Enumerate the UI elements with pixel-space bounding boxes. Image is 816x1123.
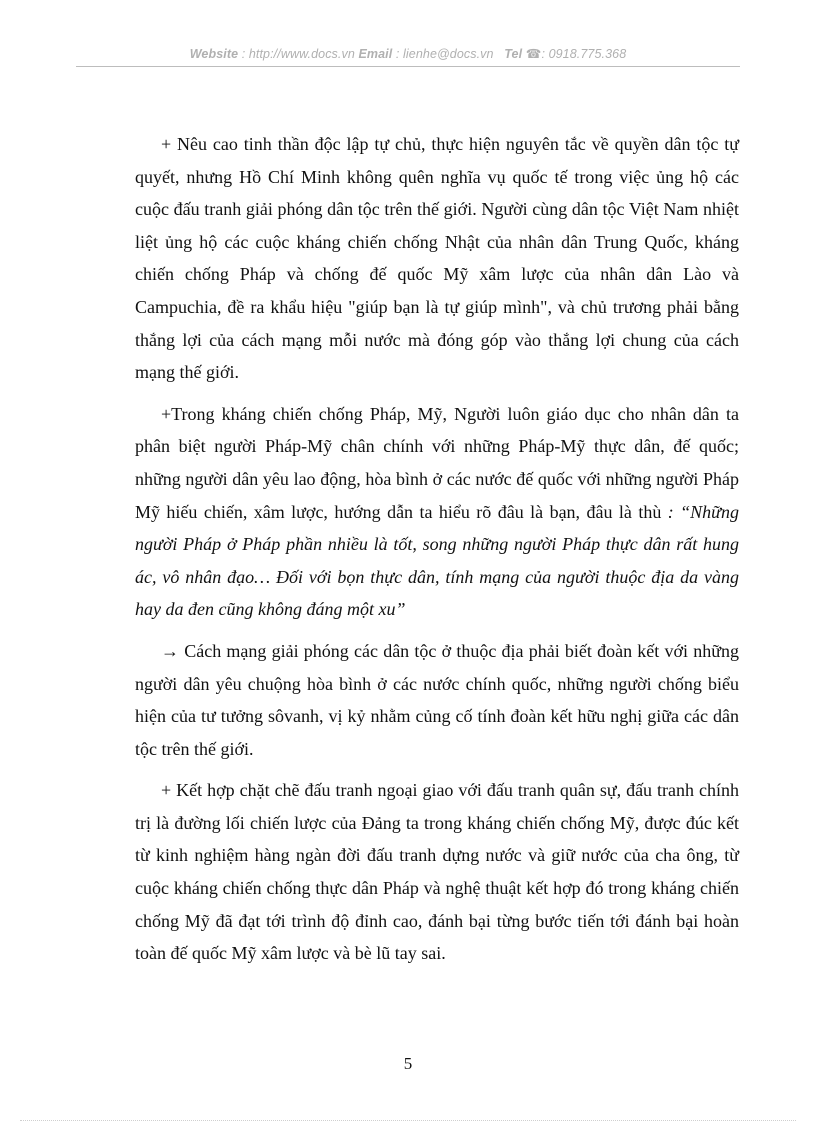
email-label: Email [358,47,393,61]
footer-divider [20,1120,796,1121]
paragraph-conclusion: → Cách mạng giải phóng các dân tộc ở thuộc địa phải biết đoàn kết với những người dân yêu chuộng hòa bình ở các nước chính quốc, những người chống biểu hiện của tư tưởng sôvanh, vị kỷ nhằm củng cố tính đoàn kết hữu nghị giữa các dân tộc trên thế giới. [135,640,739,759]
website-url[interactable]: http://www.docs.vn [248,47,355,61]
tel-number: : 0918.775.368 [541,47,627,61]
telephone-icon: ☎ [525,47,542,61]
website-label: Website [189,47,239,61]
email-separator: : [392,47,404,61]
email-address[interactable]: lienhe@docs.vn [403,47,494,61]
page-number: 5 [403,1054,413,1073]
quotation: : “Những người Pháp ở Pháp phần nhiều là tốt, song những người Pháp thực dân rất hung ác, vô nhân đạo… Đối với bọn thực dân, tính mạng của người thuộc địa da vàng hay da đen cũng không đáng một xu” [135,501,740,620]
paragraph-text: +Trong kháng chiến chống Pháp, Mỹ, Người luôn giáo dục cho nhân dân ta phân biệt người Pháp-Mỹ chân chính với những Pháp-Mỹ thực dân, đế quốc; những người dân yêu lao động, hòa bình ở các nước đế quốc với những người Pháp Mỹ hiếu chiến, xâm lược, hướng dẫn ta hiểu rõ đâu là bạn, đâu là thù [135,403,739,522]
paragraph-principles: + Nêu cao tinh thần độc lập tự chủ, thực hiện nguyên tắc về quyền dân tộc tự quyết, nhưng Hồ Chí Minh không quên nghĩa vụ quốc tế trong việc ủng hộ các cuộc đấu tranh giải phóng dân tộc trên thế giới. Người cùng dân tộc Việt Nam nhiệt liệt ủng hộ các cuộc kháng chiến chống Nhật của nhân dân Trung Quốc, kháng chiến chống Pháp và chống đế quốc Mỹ xâm lược của nhân dân Lào và Campuchia, đề ra khẩu hiệu "giúp bạn là tự giúp mình", và chủ trương phải bằng thắng lợi của cách mạng mỗi nước mà đóng góp vào thắng lợi chung của cách mạng thế giới. [135,134,739,383]
website-separator: : [238,47,249,61]
paragraph-diplomacy: + Kết hợp chặt chẽ đấu tranh ngoại giao với đấu tranh quân sự, đấu tranh chính trị là đường lối chiến lược của Đảng ta trong kháng chiến chống Mỹ, được đúc kết từ kinh nghiệm hàng ngàn đời đấu tranh dựng nước và giữ nước của cha ông, từ cuộc kháng chiến chống thực dân Pháp và nghệ thuật kết hợp đó trong kháng chiến chống Mỹ đã đạt tới trình độ đỉnh cao, đánh bại từng bước tiến tới đánh bại hoàn toàn đế quốc Mỹ xâm lược và bè lũ tay sai. [135,780,739,964]
tel-label: Tel [504,47,523,61]
page-header [0,46,816,61]
document-body [135,128,739,979]
paragraph-resistance [135,398,739,626]
header-divider [76,66,740,67]
